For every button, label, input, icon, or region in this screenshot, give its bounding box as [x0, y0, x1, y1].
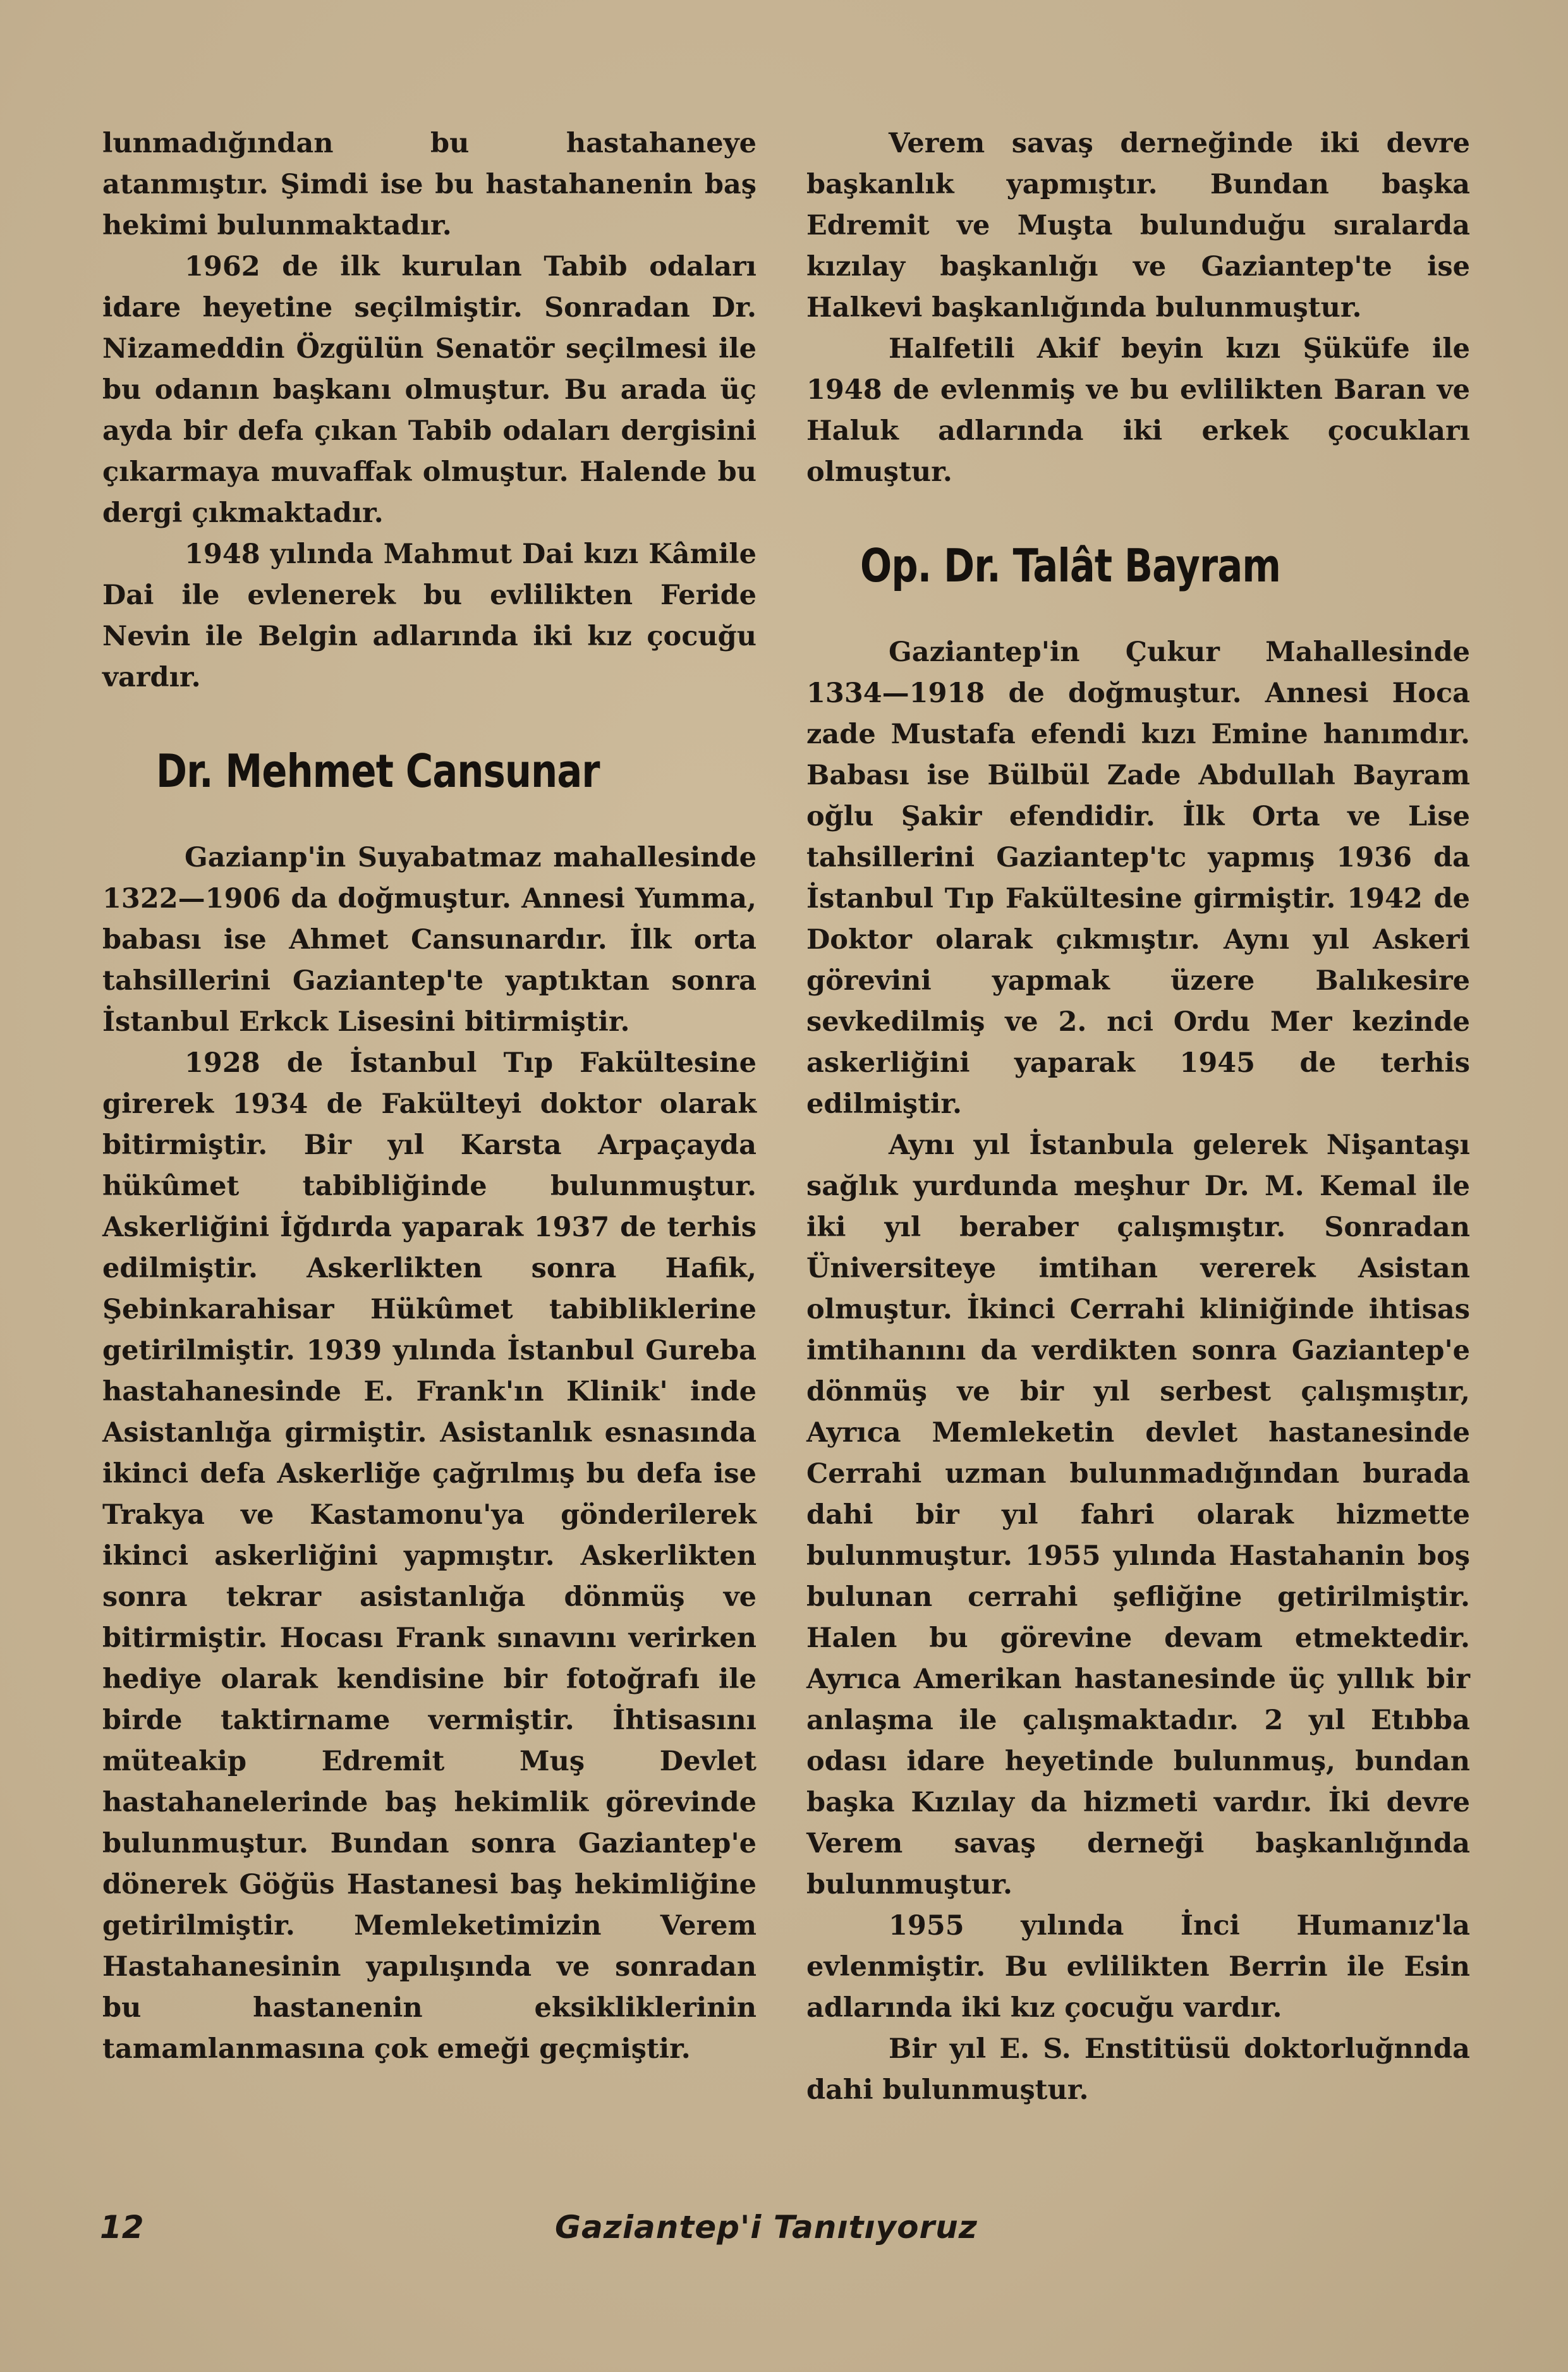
paragraph: Verem savaş derneğinde iki devre başkanlık yapmıştır. Bundan başka Edremit ve Muşta bulunduğu sıralarda kızılay başkanlığı ve Gaziantep'te ise Halkevi başkanlığında bulunmuştur. [806, 128, 1470, 324]
publication-title: Gaziantep'i Tanıtıyoruz [555, 2209, 978, 2246]
paragraph: 1955 yılında İnci Humanız'la evlenmiştir. Bu evlilikten Berrin ile Esin adlarında iki kız çocuğu vardır. [806, 1910, 1470, 2024]
left-column [102, 123, 757, 2070]
page-number: 12 [100, 2209, 144, 2246]
paragraph: Gazianp'in Suyabatmaz mahallesinde 1322—1906 da doğmuştur. Annesi Yumma, babası ise Ahmet Cansunardır. İlk orta tahsillerini Gaziantep'te yaptıktan sonra İstanbul Erkck Lisesini bitirmiştir. [102, 842, 757, 1038]
section-heading: Op. Dr. Talât Bayram [860, 539, 1281, 592]
paragraph: Aynı yıl İstanbula gelerek Nişantaşı sağlık yurdunda meşhur Dr. M. Kemal ile iki yıl beraber çalışmıştır. Sonradan Üniversiteye imtihan vererek Asistan olmuştur. İkinci Cerrahi kliniğinde ihtisas imtihanını da verdikten sonra Gaziantep'e dönmüş ve bir yıl serbest çalışmıştır, Ayrıca Memleketin devlet hastanesinde Cerrahi uzman bulunmadığından burada dahi bir yıl fahri olarak hizmette bulunmuştur. 1955 yılında Hastahanin boş bulunan cerrahi şefliğine getirilmiştir. Halen bu görevine devam etmektedir. Ayrıca Amerikan hastanesinde üç yıllık bir anlaşma ile çalışmaktadır. 2 yıl Etıbba odası idare heyetinde bulunmuş, bundan başka Kızılay da hizmeti vardır. İki devre Verem savaş derneği başkanlığında bulunmuştur. [806, 1129, 1470, 1901]
paragraph: Bir yıl E. S. Enstitüsü doktorluğnnda dahi bulunmuştur. [806, 2033, 1470, 2106]
paragraph: Halfetili Akif beyin kızı Şüküfe ile 1948 de evlenmiş ve bu evlilikten Baran ve Haluk adlarında iki erkek çocukları olmuştur. [806, 333, 1470, 488]
paragraph: 1962 de ilk kurulan Tabib odaları idare heyetine seçilmiştir. Sonradan Dr. Nizameddin Özgülün Senatör seçilmesi ile bu odanın başkanı olmuştur. Bu arada üç ayda bir defa çıkan Tabib odaları dergisini çıkarmaya muvaffak olmuştur. Halende bu dergi çıkmaktadır. [102, 251, 757, 529]
paragraph: 1928 de İstanbul Tıp Fakültesine girerek 1934 de Fakülteyi doktor olarak bitirmiştir. Bir yıl Karsta Arpaçayda hükûmet tabibliğinde bulunmuştur. Askerliğini İğdırda yaparak 1937 de terhis edilmiştir. Askerlikten sonra Hafik, Şebinkarahisar Hükûmet tabibliklerine getirilmiştir. 1939 yılında İstanbul Gureba hastahanesinde E. Frank'ın Klinik' inde Asistanlığa girmiştir. Asistanlık esnasında ikinci defa Askerliğe çağrılmış bu defa ise Trakya ve Kastamonu'ya gönderilerek ikinci askerliğini yapmıştır. Askerlikten sonra tekrar asistanlığa dönmüş ve bitirmiştir. Hocası Frank sınavını verirken hediye olarak kendisine bir fotoğrafı ile birde taktirname vermiştir. İhtisasını müteakip Edremit Muş Devlet hastahanelerinde baş hekimlik görevinde bulunmuştur. Bundan sonra Gaziantep'e dönerek Göğüs Hastanesi baş hekimliğine getirilmiştir. Memleketimizin Verem Hastahanesinin yapılışında ve sonradan bu hastanenin eksikliklerinin tamamlanmasına çok emeği geçmiştir. [102, 1047, 757, 2065]
page-footer [0, 2209, 1568, 2259]
section-heading: Dr. Mehmet Cansunar [156, 745, 600, 798]
paragraph: 1948 yılında Mahmut Dai kızı Kâmile Dai ile evlenerek bu evlilikten Feride Nevin ile Belgin adlarında iki kız çocuğu vardır. [102, 538, 757, 693]
paragraph: Gaziantep'in Çukur Mahallesinde 1334—1918 de doğmuştur. Annesi Hoca zade Mustafa efendi kızı Emine hanımdır. Babası ise Bülbül Zade Abdullah Bayram oğlu Şakir efendidir. İlk Orta ve Lise tahsillerini Gaziantep'tc yapmış 1936 da İstanbul Tıp Fakültesine girmiştir. 1942 de Doktor olarak çıkmıştır. Aynı yıl Askeri görevini yapmak üzere Balıkesire sevkedilmiş ve 2. nci Ordu Mer kezinde askerliğini yaparak 1945 de terhis edilmiştir. [806, 636, 1470, 1120]
right-column [806, 123, 1470, 2111]
paragraph: lunmadığından bu hastahaneye atanmıştır. Şimdi ise bu hastahanenin baş hekimi bulunmaktadır. [102, 128, 757, 241]
